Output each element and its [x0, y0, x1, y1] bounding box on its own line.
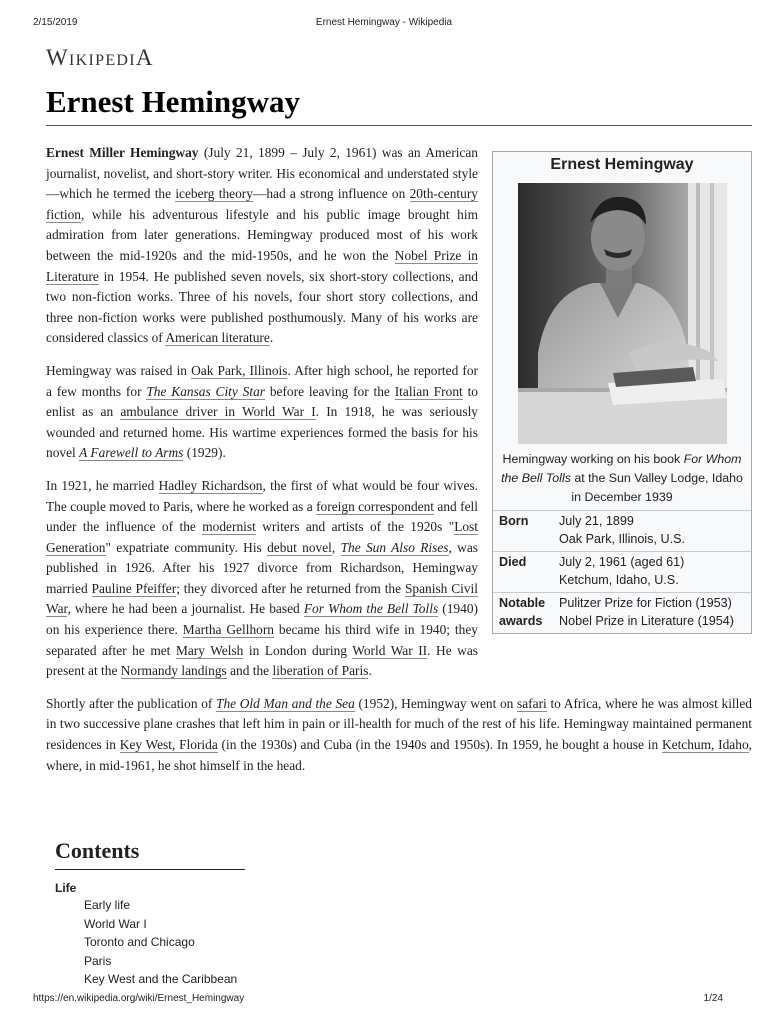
portrait-image[interactable] [518, 183, 727, 444]
toc-item-toronto-chicago[interactable]: Toronto and Chicago [84, 935, 195, 949]
text: . [368, 663, 372, 679]
text: (1929). [183, 445, 226, 461]
title-divider [46, 125, 752, 126]
toc-item-world-war-i[interactable]: World War I [84, 916, 147, 931]
text: , while his adventurous lifestyle and his public image brought him admiration from later generations. Hemingway produced most of his work between the mid-1920s and the mid-1950s, and he won the [46, 206, 478, 263]
award-item[interactable]: Pulitzer Prize for Fiction (1953) [559, 596, 732, 610]
infobox-row-awards [493, 592, 751, 633]
print-date: 2/15/2019 [33, 17, 78, 28]
text: , was published in 1926. After his 1927 divorce from Richardson, Hemingway married [46, 539, 478, 596]
print-header [33, 17, 735, 31]
text: before leaving for the [265, 383, 395, 399]
link-martha-gellhorn[interactable]: Martha Gellhorn [182, 622, 274, 638]
caption-text-end: at the Sun Valley Lodge, Idaho in December 1939 [570, 471, 743, 504]
print-title: Ernest Hemingway - Wikipedia [315, 17, 453, 28]
wordmark-middle: IKIPEDI [69, 52, 136, 69]
text: in 1954. He published seven novels, six short-story collections, and two non-fiction works. Three of his novels, four short story collections, and three non-fiction works were published posthumously. Many of his works are considered classics of [46, 268, 478, 346]
text: . He was present at the [46, 642, 478, 679]
link-lost-generation[interactable]: Lost Generation [46, 519, 478, 555]
link-american-literature[interactable]: American literature [165, 330, 270, 346]
died-date: July 2, 1961 (aged 61) [559, 555, 685, 569]
text: became his third wife in 1940; they separated after he met [46, 622, 478, 658]
link-old-man-and-the-sea[interactable]: The Old Man and the Sea [216, 695, 355, 711]
link-debut-novel[interactable]: debut novel [267, 539, 332, 555]
link-pauline-pfeiffer[interactable]: Pauline Pfeiffer [91, 580, 177, 596]
paragraph-later-life [46, 694, 752, 776]
link-liberation-of-paris[interactable]: liberation of Paris [272, 663, 369, 679]
text: (in the 1930s) and Cuba (in the 1940s and 1950s). In 1959, he bought a house in [217, 737, 662, 753]
article-body [46, 143, 752, 788]
toc-item-early-life[interactable]: Early life [84, 898, 131, 912]
text: , where he had been a journalist. He based [67, 601, 304, 617]
link-italian-front[interactable]: Italian Front [394, 383, 463, 399]
portrait-photo [518, 183, 727, 444]
died-place[interactable]: Ketchum, Idaho, U.S. [559, 572, 679, 587]
link-kansas-city-star[interactable]: The Kansas City Star [146, 383, 265, 399]
text: (1940) on his experience there. [46, 601, 478, 638]
subject-name: Ernest Miller Hemingway [46, 145, 199, 160]
table-of-contents [55, 837, 245, 989]
link-modernist[interactable]: modernist [202, 519, 256, 535]
text: writers and artists of the 1920s " [255, 519, 455, 535]
text: —had a strong influence on [252, 186, 410, 202]
link-normandy-landings[interactable]: Normandy landings [120, 663, 227, 679]
text: and the [226, 663, 273, 679]
born-date: July 21, 1899 [559, 514, 634, 528]
caption-book-title: For Whom the Bell Tolls [501, 452, 742, 485]
text: , where, in mid-1961, he shot himself in the head. [46, 737, 752, 773]
link-sun-also-rises[interactable]: The Sun Also Rises [340, 539, 449, 555]
link-key-west[interactable]: Key West, Florida [119, 737, 218, 753]
text: , the first of what would be four wives. The couple moved to Paris, where he worked as a [46, 477, 478, 514]
toc-item-key-west[interactable]: Key West and the Caribbean [84, 972, 238, 986]
text: . After high school, he reported for a few months for [46, 362, 478, 399]
link-farewell-to-arms[interactable]: A Farewell to Arms [79, 445, 184, 461]
wikipedia-wordmark[interactable] [46, 45, 154, 71]
infobox-title: Ernest Hemingway [550, 156, 694, 173]
wordmark-initial: W [46, 45, 70, 70]
text: in London during [243, 642, 353, 658]
link-ketchum-idaho[interactable]: Ketchum, Idaho [661, 737, 749, 753]
text: . [269, 330, 274, 346]
link-20th-century-fiction[interactable]: 20th-century fiction [46, 186, 478, 222]
text: Hemingway was raised in [46, 362, 192, 378]
text: ; they divorced after he returned from the [176, 580, 405, 596]
text: to Africa, where he was almost killed in two successive plane crashes that left him in pain or ill-health for much of the rest of his life. Hemingway maintained permanent residences in [46, 695, 752, 753]
link-mary-welsh[interactable]: Mary Welsh [175, 642, 244, 658]
text: and fell under the influence of the [46, 498, 478, 535]
infobox-label: Notable awards [499, 596, 546, 628]
text: (1952), Hemingway went on [354, 695, 518, 711]
text: " expatriate community. His [105, 539, 268, 555]
link-oak-park[interactable]: Oak Park, Illinois [191, 362, 288, 378]
toc-item-paris[interactable]: Paris [84, 953, 112, 968]
link-spanish-civil-war[interactable]: Spanish Civil War [46, 580, 479, 617]
link-hadley-richardson[interactable]: Hadley Richardson [158, 477, 263, 493]
infobox-row-died [493, 551, 751, 592]
link-iceberg-theory[interactable]: iceberg theory [175, 186, 253, 202]
toc-item-life[interactable]: Life [55, 881, 77, 895]
award-item[interactable]: Nobel Prize in Literature (1954) [559, 613, 735, 628]
link-safari[interactable]: safari [517, 695, 547, 711]
infobox-label: Born [499, 514, 529, 528]
caption-text: Hemingway working on his book [502, 452, 684, 466]
wordmark-final: A [135, 45, 154, 70]
link-nobel-prize[interactable]: Nobel Prize in Literature [46, 247, 478, 284]
text: Shortly after the publication of [46, 695, 217, 711]
page-title: Ernest Hemingway [46, 84, 301, 119]
print-footer [33, 993, 735, 1007]
toc-heading: Contents [55, 837, 245, 870]
born-place[interactable]: Oak Park, Illinois, U.S. [559, 531, 685, 546]
link-for-whom-the-bell-tolls[interactable]: For Whom the Bell Tolls [303, 601, 439, 617]
page-number: 1/24 [703, 993, 723, 1004]
link-ambulance-driver[interactable]: ambulance driver in World War I [120, 404, 316, 420]
text: (July 21, 1899 – July 2, 1961) was an American journalist, novelist, and short-story writer. His economical and understated style—which he termed the [46, 145, 479, 202]
portrait-caption [493, 444, 751, 510]
infobox-label: Died [499, 555, 527, 569]
infobox [492, 151, 752, 634]
text: . In 1918, he was seriously wounded and returned home. His wartime experiences formed the basis for his novel [46, 404, 478, 461]
infobox-row-born [493, 510, 751, 551]
link-world-war-ii[interactable]: World War II [352, 642, 428, 658]
link-foreign-correspondent[interactable]: foreign correspondent [316, 498, 435, 514]
text: In 1921, he married [46, 477, 159, 493]
text: to enlist as an [46, 383, 478, 420]
print-url: https://en.wikipedia.org/wiki/Ernest_Hemingway [33, 993, 245, 1004]
text: , [331, 539, 341, 555]
